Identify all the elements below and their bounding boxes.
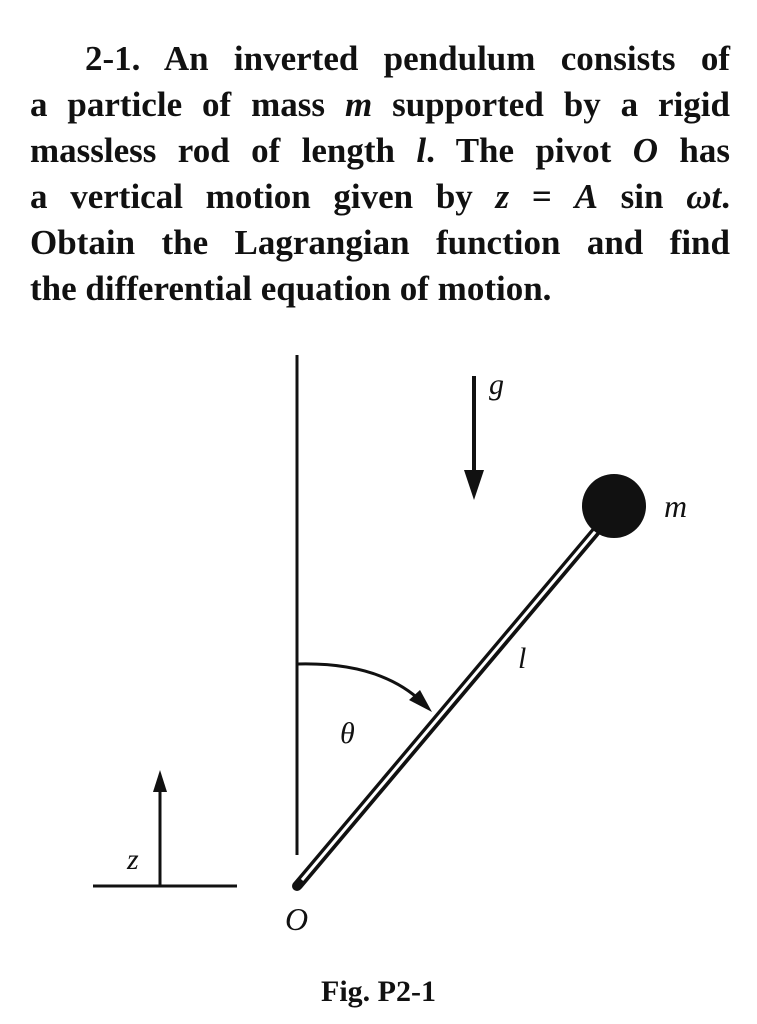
problem-text-2b: supported by a rigid (372, 85, 730, 124)
problem-text-3a: massless rod of length (30, 131, 417, 170)
symbol-z: z (495, 177, 510, 216)
symbol-m: m (344, 85, 373, 124)
problem-text-3b: . The pivot (426, 131, 633, 170)
gravity-label: g (489, 368, 504, 401)
equals-sign: = (509, 177, 575, 216)
problem-text-2a: a particle of mass (30, 85, 345, 124)
problem-text-1: An inverted pendulum consists of (163, 39, 730, 78)
displacement-label: z (127, 843, 139, 876)
displacement-indicator (93, 770, 237, 886)
gravity-arrow (464, 376, 484, 500)
period: . (721, 177, 730, 216)
problem-number: 2-1. (85, 39, 141, 78)
angle-arc (298, 664, 432, 712)
figure-caption: Fig. P2-1 (321, 975, 436, 1008)
problem-text-5: Obtain the Lagrangian function and find (30, 223, 730, 262)
problem-text-6: the differential equation of motion. (30, 269, 552, 308)
symbol-O: O (632, 131, 658, 170)
pivot-point (292, 881, 302, 891)
symbol-omega-t: ωt (686, 177, 722, 216)
angle-label: θ (340, 717, 355, 750)
pendulum-rod (298, 524, 602, 885)
mass-label: m (664, 488, 688, 524)
mass-ball (582, 474, 646, 538)
pivot-label: O (285, 901, 309, 937)
sin-function: sin (597, 177, 687, 216)
length-label: l (518, 642, 527, 675)
problem-text-4a: a vertical motion given by (30, 177, 496, 216)
symbol-l: l (416, 131, 427, 170)
symbol-A: A (574, 177, 598, 216)
problem-text-3c: has (658, 131, 730, 170)
